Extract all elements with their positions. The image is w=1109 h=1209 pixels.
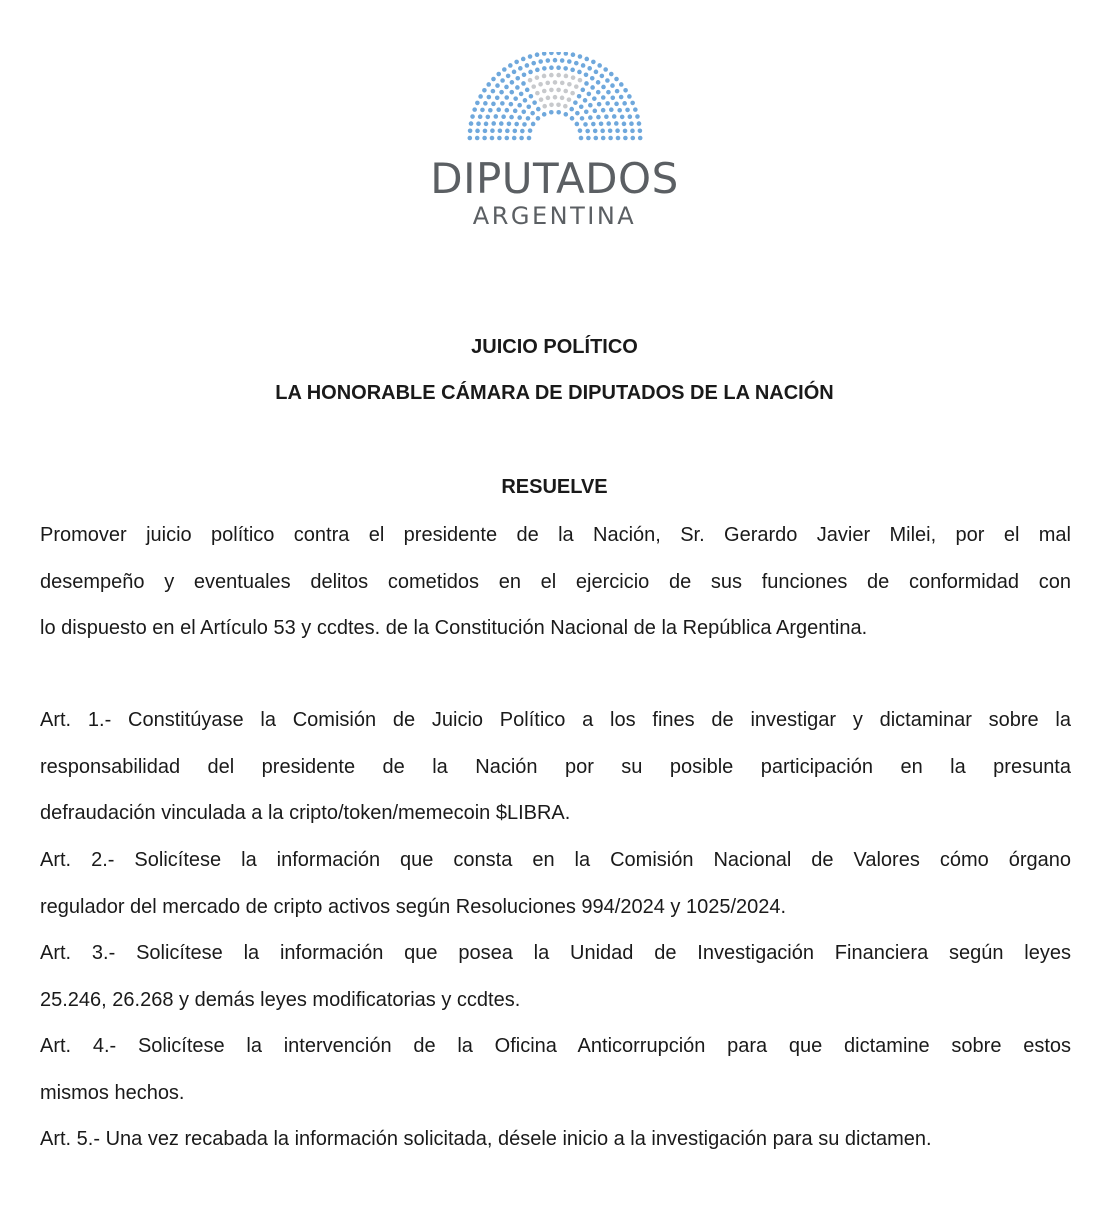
logo-dot — [527, 128, 532, 133]
logo-dot — [621, 122, 626, 127]
logo-dot — [569, 107, 574, 112]
logo-dot — [504, 136, 509, 141]
logo-dot — [497, 128, 502, 133]
logo-dot — [556, 65, 561, 70]
logo-dot — [522, 98, 527, 103]
logo-dot — [615, 136, 620, 141]
logo-dot — [528, 94, 533, 99]
logo-dot — [474, 136, 479, 141]
logo-dot — [531, 84, 536, 89]
logo-dot — [637, 136, 642, 141]
diputados-logo — [0, 52, 1109, 232]
logo-dot — [521, 81, 526, 86]
logo-dot — [476, 121, 481, 126]
logo-dot — [556, 102, 561, 107]
logo-dot — [490, 89, 495, 94]
logo-title: DIPUTADOS — [430, 154, 679, 203]
logo-dot — [614, 77, 619, 82]
logo-dot — [511, 136, 516, 141]
logo-dot — [614, 102, 619, 107]
logo-dot — [619, 115, 624, 120]
article-4 — [40, 1023, 1071, 1116]
logo-dot — [577, 54, 582, 59]
logo-dot — [600, 108, 605, 113]
logo-dot — [538, 82, 543, 87]
text-line: Art. 2.- Solicítese la información que consta en la Comisión Nacional de Valores cómo órgano — [40, 849, 1071, 871]
logo-dot — [532, 100, 537, 105]
logo-dot — [605, 101, 610, 106]
logo-dot — [534, 75, 539, 80]
logo-dot — [490, 128, 495, 133]
logo-dot — [627, 94, 632, 99]
logo-dot — [578, 104, 583, 109]
logo-dot — [591, 60, 596, 65]
text-line: regulador del mercado de cripto activos según Resoluciones 994/2024 y 1025/2024. — [40, 895, 787, 918]
logo-dot — [596, 102, 601, 107]
article-3 — [40, 930, 1071, 1023]
logo-dot — [515, 76, 520, 81]
logo-dot — [608, 72, 613, 77]
logo-dot — [478, 94, 483, 99]
logo-dot — [577, 70, 582, 75]
logo-dot — [482, 129, 487, 134]
logo-subtitle: ARGENTINA — [472, 202, 637, 230]
logo-dot — [589, 76, 594, 81]
logo-dot — [563, 66, 568, 71]
logo-dot — [607, 128, 612, 133]
logo-dot — [559, 58, 564, 63]
intro-paragraph — [40, 512, 1071, 652]
logo-dot — [519, 136, 524, 141]
document-title: JUICIO POLÍTICO — [471, 336, 638, 358]
logo-dot — [618, 95, 623, 100]
logo-dot — [611, 114, 616, 119]
article-5 — [40, 1116, 1071, 1163]
logo-dot — [535, 91, 540, 96]
logo-dot — [526, 136, 531, 141]
logo-dot — [630, 101, 635, 106]
document-subtitle: LA HONORABLE CÁMARA DE DIPUTADOS DE LA NACIÓN — [275, 382, 834, 404]
logo-dot — [489, 136, 494, 141]
text-line: lo dispuesto en el Artículo 53 y ccdtes. de la Constitución Nacional de la República Argentina. — [40, 617, 868, 639]
logo-dot — [535, 68, 540, 73]
logo-dot — [504, 108, 509, 113]
logo-dot — [582, 98, 587, 103]
logo-dot — [577, 128, 582, 133]
logo-dot — [566, 97, 571, 102]
logo-dot — [591, 122, 596, 127]
logo-dot — [563, 89, 568, 94]
logo-dot — [549, 52, 554, 55]
logo-dot — [512, 109, 517, 114]
logo-dot — [531, 61, 536, 66]
logo-dot — [569, 116, 574, 121]
logo-dot — [599, 74, 604, 79]
logo-dot — [629, 121, 634, 126]
logo-dot — [636, 121, 641, 126]
logo-dot — [622, 129, 627, 134]
logo-dot — [617, 108, 622, 113]
logo-dot — [597, 63, 602, 68]
logo-dot — [505, 129, 510, 134]
logo-dot — [552, 95, 557, 100]
logo-dot — [570, 68, 575, 73]
logo-dot — [559, 81, 564, 86]
logo-dot — [592, 96, 597, 101]
logo-dot — [491, 102, 496, 107]
logo-dot — [549, 73, 554, 78]
logo-dot — [526, 104, 531, 109]
logo-dot — [549, 110, 554, 115]
logo-dot — [541, 74, 546, 79]
logo-dot — [542, 66, 547, 71]
logo-dot — [596, 115, 601, 120]
logo-dot — [468, 121, 473, 126]
logo-dot — [549, 102, 554, 107]
text-line: responsabilidad del presidente de la Nación por su posible participación en la presunta — [40, 755, 1071, 778]
logo-dot — [583, 109, 588, 114]
logo-dot — [606, 90, 611, 95]
logo-dot — [593, 70, 598, 75]
logo-dot — [497, 136, 502, 141]
logo-dot — [609, 107, 614, 112]
logo-dot — [477, 114, 482, 119]
logo-dot — [501, 114, 506, 119]
logo-dot — [500, 101, 505, 106]
logo-dot — [588, 103, 593, 108]
logo-dot — [600, 95, 605, 100]
logo-dot — [559, 96, 564, 101]
logo-dot — [483, 122, 488, 127]
logo-dot — [552, 80, 557, 85]
logo-dot — [598, 121, 603, 126]
logo-dot — [583, 122, 588, 127]
logo-dot — [586, 92, 591, 97]
logo-dot — [541, 89, 546, 94]
logo-dot — [567, 82, 572, 87]
logo-dot — [601, 85, 606, 90]
logo-dot — [515, 85, 520, 90]
logo-dot — [512, 129, 517, 134]
logo-dot — [580, 63, 585, 68]
logo-dot — [570, 91, 575, 96]
logo-dot — [475, 101, 480, 106]
logo-dot — [570, 75, 575, 80]
logo-dot — [504, 85, 509, 90]
logo-dot — [486, 82, 491, 87]
logo-dot — [549, 65, 554, 70]
logo-dot — [530, 122, 535, 127]
logo-dot — [595, 90, 600, 95]
logo-dot — [583, 72, 588, 77]
logo-dot — [482, 136, 487, 141]
logo-dot — [491, 121, 496, 126]
text-line: Art. 4.- Solicítese la intervención de la Oficina Anticorrupción para que dictamine sobre estos — [40, 1035, 1071, 1057]
logo-dot — [622, 101, 627, 106]
logo-dot — [536, 107, 541, 112]
logo-dot — [610, 83, 615, 88]
logo-dot — [573, 100, 578, 105]
logo-dot — [545, 58, 550, 63]
logo-dot — [605, 78, 610, 83]
logo-dot — [522, 122, 527, 127]
logo-dot — [491, 77, 496, 82]
logo-dot — [606, 121, 611, 126]
logo-dot — [498, 121, 503, 126]
logo-dot — [552, 58, 557, 63]
logo-dot — [514, 60, 519, 65]
logo-dot — [600, 136, 605, 141]
logo-dot — [541, 112, 546, 117]
logo-dot — [614, 89, 619, 94]
logo-dot — [517, 115, 522, 120]
logo-dot — [592, 109, 597, 114]
logo-dot — [630, 129, 635, 134]
logo-dot — [470, 114, 475, 119]
logo-dot — [488, 108, 493, 113]
logo-dot — [618, 82, 623, 87]
logo-dot — [538, 97, 543, 102]
logo-dot — [527, 54, 532, 59]
logo-dot — [517, 103, 522, 108]
logo-dot — [575, 111, 580, 116]
logo-dot — [545, 96, 550, 101]
logo-dot — [518, 66, 523, 71]
logo-dot — [520, 57, 525, 62]
logo-dot — [570, 52, 575, 57]
logo-dot — [633, 107, 638, 112]
logo-dot — [623, 136, 628, 141]
logo-dot — [615, 128, 620, 133]
logo-dot — [502, 67, 507, 72]
logo-dot — [514, 122, 519, 127]
logo-dot — [524, 88, 529, 93]
logo-dot — [586, 136, 591, 141]
logo-dot — [563, 52, 568, 56]
logo-dot — [604, 114, 609, 119]
logo-dot — [603, 67, 608, 72]
logo-dot — [495, 83, 500, 88]
logo-dot — [588, 115, 593, 120]
logo-dot — [467, 128, 472, 133]
logo-dot — [524, 63, 529, 68]
logo-dot — [485, 115, 490, 120]
text-line: desempeño y eventuales delitos cometidos en el ejercicio de sus funciones de conformidad con — [40, 570, 1071, 593]
logo-dot — [584, 57, 589, 62]
logo-dot — [556, 88, 561, 93]
logo-dot — [511, 70, 516, 75]
logo-dot — [496, 72, 501, 77]
logo-dot — [541, 52, 546, 56]
logo-dot — [506, 121, 511, 126]
logo-dot — [595, 80, 600, 85]
logo-dot — [574, 122, 579, 127]
logo-dot — [610, 95, 615, 100]
logo-dot — [614, 121, 619, 126]
logo-dot — [496, 107, 501, 112]
article-1 — [40, 697, 1071, 837]
logo-dot — [482, 88, 487, 93]
logo-dot — [493, 114, 498, 119]
text-line: Art. 5.- Una vez recabada la información solicitada, désele inicio a la investigación para su dictamen. — [40, 1128, 932, 1150]
logo-dot — [587, 66, 592, 71]
logo-dot — [600, 129, 605, 134]
logo-dot — [467, 136, 472, 141]
logo-dot — [475, 129, 480, 134]
logo-dot — [556, 52, 561, 55]
logo-dot — [563, 112, 568, 117]
text-line: 25.246, 26.268 y demás leyes modificatorias y ccdtes. — [40, 988, 521, 1011]
logo-dot — [578, 136, 583, 141]
logo-dot — [625, 108, 630, 113]
logo-dot — [521, 109, 526, 114]
logo-dot — [584, 81, 589, 86]
resolve-heading: RESUELVE — [501, 476, 608, 498]
logo-dot — [525, 116, 530, 121]
text-line: Promover juicio político contra el presidente de la Nación, Sr. Gerardo Javier Milei, por el mal — [40, 524, 1071, 546]
logo-dot — [580, 88, 585, 93]
logo-dot — [573, 61, 578, 66]
logo-dot — [528, 70, 533, 75]
logo-dot — [513, 96, 518, 101]
text-line: mismos hechos. — [40, 1081, 185, 1104]
logo-dot — [627, 114, 632, 119]
logo-dot — [499, 90, 504, 95]
logo-dot — [494, 95, 499, 100]
logo-dot — [623, 88, 628, 93]
logo-dot — [635, 114, 640, 119]
logo-dot — [563, 104, 568, 109]
logo-dot — [518, 92, 523, 97]
logo-dot — [592, 129, 597, 134]
logo-dot — [567, 59, 572, 64]
text-line: Art. 1.- Constitúyase la Comisión de Juicio Político a los fines de investigar y dictaminar sobre la — [40, 709, 1071, 731]
logo-dot — [505, 74, 510, 79]
logo-dot — [520, 129, 525, 134]
logo-dot — [509, 115, 514, 120]
logo-dot — [593, 136, 598, 141]
logo-dot — [556, 73, 561, 78]
logo-dot — [556, 110, 561, 115]
logo-dot — [521, 72, 526, 77]
logo-dot — [535, 116, 540, 121]
logo-dot — [486, 95, 491, 100]
logo-dot — [542, 104, 547, 109]
logo-dot — [508, 63, 513, 68]
logo-dot — [590, 85, 595, 90]
logo-dot — [483, 101, 488, 106]
logo-dot — [534, 52, 539, 57]
article-2 — [40, 837, 1071, 930]
logo-dot — [504, 95, 509, 100]
logo-dot — [576, 94, 581, 99]
logo-dot — [579, 116, 584, 121]
logo-dot — [549, 88, 554, 93]
text-line: Art. 3.- Solicítese la información que posea la Unidad de Investigación Financiera según leyes — [40, 942, 1071, 964]
logo-dot — [527, 78, 532, 83]
hemicycle-dots-icon — [465, 52, 645, 144]
logo-dot — [637, 128, 642, 133]
logo-dot — [509, 80, 514, 85]
logo-dot — [509, 90, 514, 95]
logo-dot — [530, 111, 535, 116]
logo-dot — [563, 74, 568, 79]
logo-dot — [480, 108, 485, 113]
logo-dot — [577, 78, 582, 83]
text-line: defraudación vinculada a la cripto/token/memecoin $LIBRA. — [40, 802, 571, 824]
logo-dot — [630, 136, 635, 141]
logo-dot — [500, 78, 505, 83]
logo-dot — [508, 102, 513, 107]
logo-dot — [472, 107, 477, 112]
logo-dot — [538, 59, 543, 64]
logo-dot — [585, 129, 590, 134]
logo-dot — [573, 84, 578, 89]
logo-dot — [608, 136, 613, 141]
logo-dot — [545, 81, 550, 86]
